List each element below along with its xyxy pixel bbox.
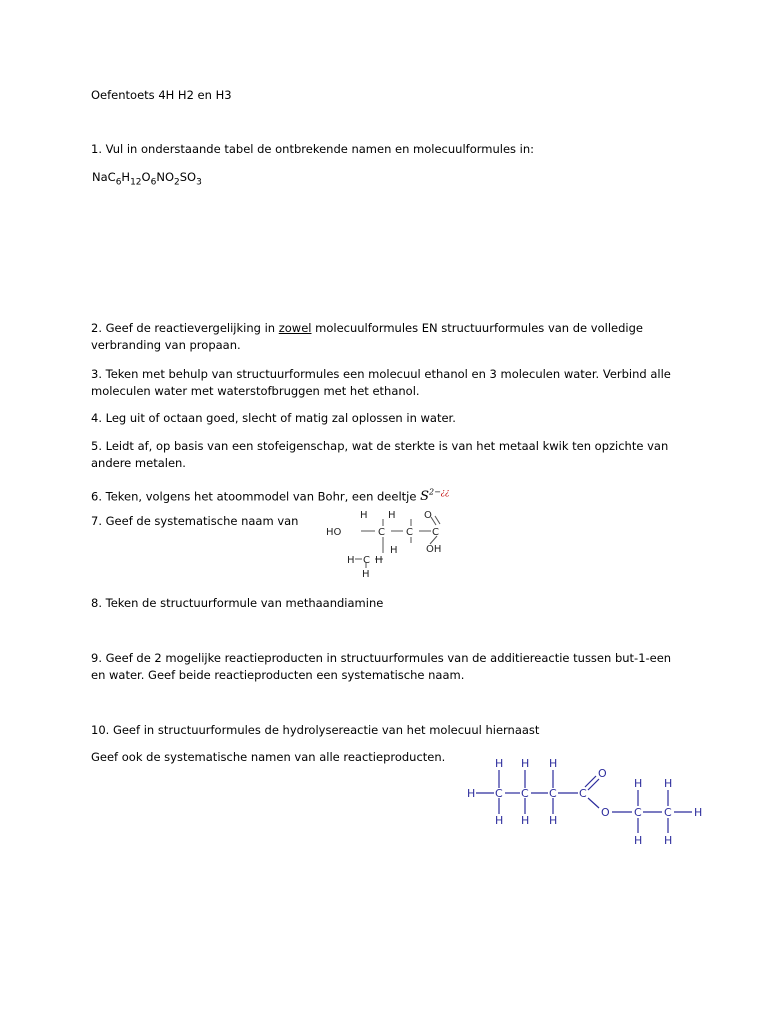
- atom-o: O: [601, 806, 610, 819]
- molecule-q10-structure: [458, 750, 708, 850]
- question-2-suffix: molecuulformules EN structuurformules van de volledige verbranding van propaan.: [91, 321, 643, 352]
- atom-h: H: [467, 787, 476, 800]
- question-7: 7. Geef de systematische naam van: [91, 514, 299, 528]
- question-2: [91, 320, 681, 354]
- atom-c: C: [634, 806, 642, 819]
- formula-table: $NaC_6H_{12}O_6NO_2SO_3$: [92, 170, 202, 188]
- atom-h: H: [549, 757, 558, 770]
- atom-h: H: [694, 806, 703, 819]
- atom-c: C: [664, 806, 672, 819]
- atom-h: H: [495, 757, 504, 770]
- question-2-prefix: 2. Geef de reactievergelijking in: [91, 321, 279, 335]
- question-10: 10. Geef in structuurformules de hydrolysereactie van het molecuul hiernaast: [91, 723, 540, 737]
- question-3: 3. Teken met behulp van structuurformules een molecuul ethanol en 3 moleculen water. Verbind alle moleculen water met waterstofbruggen met het ethanol.: [91, 367, 671, 398]
- ion-symbol: S: [420, 489, 429, 505]
- question-4: 4. Leg uit of octaan goed, slecht of matig zal oplossen in water.: [91, 411, 456, 425]
- atom-c: C: [363, 555, 370, 566]
- atom-h: H: [375, 555, 383, 566]
- atom-c: C: [521, 787, 529, 800]
- atom-h: H: [634, 834, 643, 847]
- atom-c: C: [579, 787, 587, 800]
- atom-c: C: [495, 787, 503, 800]
- question-8: 8. Teken de structuurformule van methaandiamine: [91, 596, 384, 610]
- ion-artifact: ¿¿: [440, 488, 450, 497]
- atom-ho: HO: [326, 527, 342, 538]
- atom-c: C: [549, 787, 557, 800]
- atom-h: H: [521, 814, 530, 827]
- atom-h: H: [495, 814, 504, 827]
- question-9: 9. Geef de 2 mogelijke reactieproducten in structuurformules van de additiereactie tussen but-1-een en water. Geef beide reactieproducten een systematische naam.: [91, 651, 672, 682]
- atom-o: O: [598, 767, 607, 780]
- question-2-underlined: zowel: [278, 321, 312, 335]
- atom-c: C: [406, 527, 413, 538]
- molecule-q7-structure: [320, 505, 450, 580]
- atom-h: H: [549, 814, 558, 827]
- question-5: 5. Leidt af, op basis van een stofeigenschap, wat de sterkte is van het metaal kwik ten opzichte van andere metalen.: [91, 439, 669, 470]
- atom-h: H: [390, 545, 398, 556]
- question-6: [91, 484, 681, 505]
- atom-o: O: [424, 510, 432, 521]
- atom-c: C: [432, 527, 439, 538]
- atom-h: H: [388, 510, 396, 521]
- sulfide-ion: [420, 489, 449, 504]
- question-10-sub: Geef ook de systematische namen van alle reactieproducten.: [91, 750, 446, 764]
- question-1: 1. Vul in onderstaande tabel de ontbrekende namen en molecuulformules in:: [91, 142, 535, 156]
- atom-h: H: [347, 555, 355, 566]
- atom-h: H: [360, 510, 368, 521]
- atom-oh: OH: [426, 544, 442, 555]
- atom-c: C: [378, 527, 385, 538]
- ion-charge: 2−: [429, 488, 441, 497]
- atom-h: H: [362, 569, 370, 580]
- atom-h: H: [664, 834, 673, 847]
- page-title: Oefentoets 4H H2 en H3: [91, 88, 232, 102]
- question-6-text: 6. Teken, volgens het atoommodel van Bohr, een deeltje: [91, 489, 417, 504]
- atom-h: H: [634, 777, 643, 790]
- atom-h: H: [521, 757, 530, 770]
- atom-h: H: [664, 777, 673, 790]
